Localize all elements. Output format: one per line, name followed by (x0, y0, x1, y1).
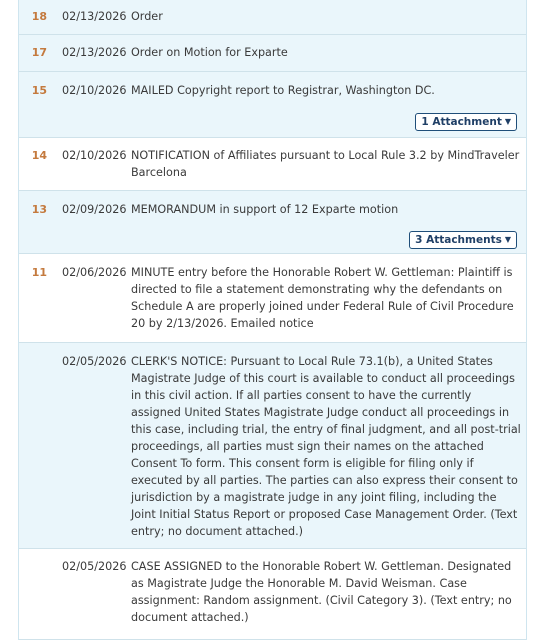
entry-description: MINUTE entry before the Honorable Robert W. Gettleman: Plaintiff is directed to file a statement demonstrating why the defendants on Schedule A are properly joined under Federal Rule of Civil Procedure 20 by 2/13/2026. Emailed notice (131, 266, 514, 330)
docket-entry-case-assigned (19, 549, 526, 640)
entry-number: 17 (31, 46, 47, 59)
docket-entry-clerks-notice (19, 343, 526, 549)
entry-description: NOTIFICATION of Affiliates pursuant to Local Rule 3.2 by MindTraveler Barcelona (131, 149, 520, 179)
entry-date: 02/13/2026 (62, 10, 127, 23)
entry-date: 02/10/2026 (62, 84, 127, 97)
entry-date: 02/13/2026 (62, 46, 127, 59)
triangle-down-icon: ▼ (504, 235, 511, 244)
docket-entry-13 (19, 191, 526, 254)
entry-date: 02/05/2026 (62, 560, 127, 573)
attachments-button-label: 3 Attachments (415, 234, 502, 246)
attachments-button-label: 1 Attachment (421, 116, 502, 128)
entry-description: Order on Motion for Exparte (131, 46, 288, 59)
docket-list (18, 0, 527, 640)
docket-entry-17 (19, 35, 526, 72)
entry-number: 18 (31, 10, 47, 23)
entry-date: 02/10/2026 (62, 149, 127, 162)
docket-entry-18 (19, 0, 526, 35)
entry-description: MAILED Copyright report to Registrar, Washington DC. (131, 84, 435, 97)
entry-description: CLERK'S NOTICE: Pursuant to Local Rule 73.1(b), a United States Magistrate Judge of this court is available to conduct all proceedings in this civil action. If all parties consent to have the currently assigned United States Magistrate Judge conduct all proceedings in this case, including trial, the entry of final judgment, and all post-trial proceedings, all parties must sign their names on the attached Consent To form. This consent form is eligible for filing only if executed by all parties. The parties can also express their consent to jurisdiction by a magistrate judge in any joint filing, including the Joint Initial Status Report or proposed Case Management Order. (Text entry; no document attached.) (131, 355, 521, 538)
attachments-dropdown-button[interactable] (409, 231, 517, 249)
attachments-dropdown-button[interactable] (415, 113, 517, 131)
entry-number: 15 (31, 84, 47, 97)
entry-date: 02/06/2026 (62, 266, 127, 279)
docket-entry-11 (19, 254, 526, 343)
entry-description: MEMORANDUM in support of 12 Exparte motion (131, 203, 399, 216)
entry-date: 02/09/2026 (62, 203, 127, 216)
entry-number: 13 (31, 203, 47, 216)
entry-description: Order (131, 10, 163, 23)
docket-entry-15 (19, 72, 526, 138)
entry-number: 11 (31, 266, 47, 279)
entry-date: 02/05/2026 (62, 355, 127, 368)
triangle-down-icon: ▼ (504, 117, 511, 126)
entry-description: CASE ASSIGNED to the Honorable Robert W. Gettleman. Designated as Magistrate Judge the Honorable M. David Weisman. Case assignment: Random assignment. (Civil Category 3). (Text entry; no document attached.) (131, 560, 512, 624)
docket-entry-14 (19, 138, 526, 191)
entry-number: 14 (31, 149, 47, 162)
